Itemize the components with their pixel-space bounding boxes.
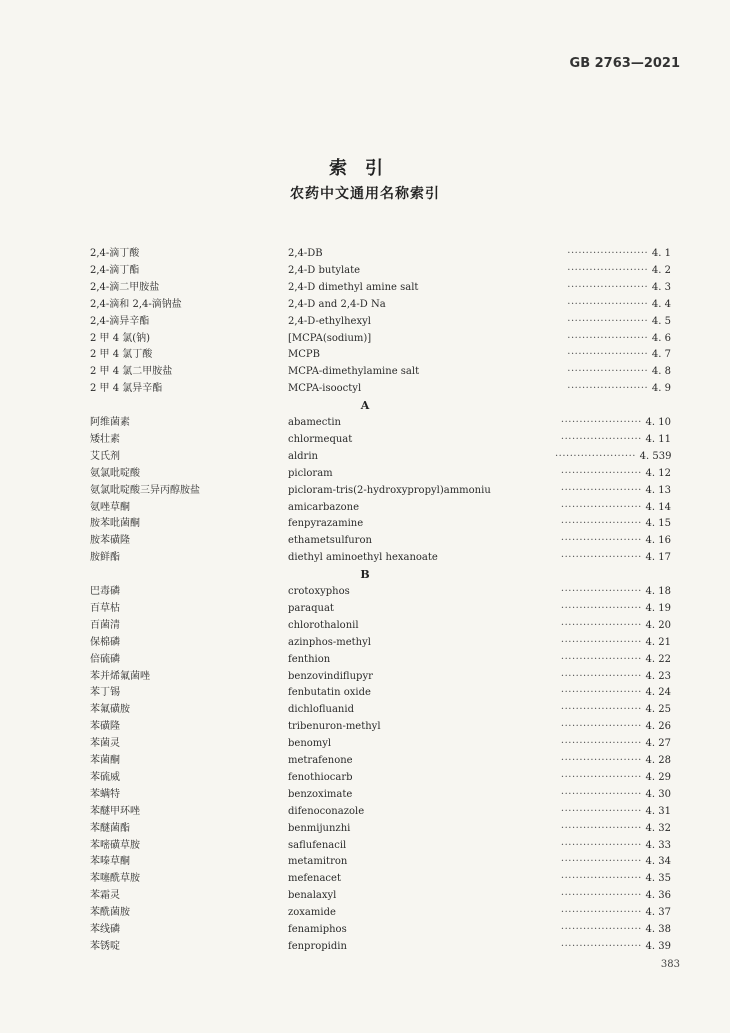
leader-dots: ······················ [555, 450, 640, 462]
leader-dots: ······················ [560, 856, 646, 868]
english-name: dichlofluanid [288, 704, 354, 716]
section-reference [555, 364, 671, 380]
index-row [0, 432, 730, 448]
page-subtitle: 农药中文通用名称索引 [290, 186, 440, 202]
reference-number: 4. 22 [645, 653, 671, 665]
section-reference [555, 787, 671, 803]
leader-dots: ······················ [560, 805, 646, 817]
chinese-name: 保棉磷 [90, 636, 120, 648]
english-name: 2,4-D-ethylhexyl [288, 315, 371, 327]
chinese-name: 苯霜灵 [90, 890, 120, 902]
english-name: chlormequat [288, 433, 353, 445]
page-title: 索引 [329, 158, 401, 179]
english-name: fenbutatin oxide [288, 687, 371, 699]
index-row [0, 347, 730, 363]
reference-number: 4. 4 [651, 298, 671, 310]
chinese-name: 苯嗪草酮 [90, 856, 130, 868]
section-reference [555, 466, 671, 482]
chinese-name: 2,4-滴丁酯 [90, 264, 140, 276]
leader-dots: ······················ [560, 940, 646, 952]
leader-dots: ······················ [560, 501, 646, 513]
leader-dots: ······················ [560, 552, 646, 564]
english-name: mefenacet [288, 873, 341, 885]
reference-number: 4. 34 [645, 856, 671, 868]
leader-dots: ······················ [567, 298, 652, 310]
index-row [0, 635, 730, 651]
reference-number: 4. 33 [645, 839, 671, 851]
chinese-name: 苯硫威 [90, 771, 120, 783]
chinese-name: 2,4-滴丁酸 [90, 248, 140, 259]
reference-number: 4. 539 [639, 450, 671, 462]
reference-number: 4. 21 [645, 636, 671, 648]
index-row [0, 618, 730, 634]
chinese-name: 阿维菌素 [90, 417, 130, 428]
index-row [0, 263, 730, 279]
english-name: tribenuron-methyl [288, 721, 381, 733]
reference-number: 4. 8 [651, 366, 671, 378]
index-row [0, 550, 730, 566]
section-reference [555, 584, 671, 600]
english-name: MCPB [288, 349, 320, 361]
index-row [0, 871, 730, 887]
reference-number: 4. 32 [645, 822, 671, 834]
index-row [0, 753, 730, 769]
section-reference [555, 939, 671, 955]
section-reference [555, 702, 671, 718]
english-name: saflufenacil [288, 839, 347, 851]
english-name: difenoconazole [288, 805, 365, 817]
english-name: 2,4-DB [288, 248, 323, 259]
english-name: MCPA-isooctyl [288, 383, 362, 395]
chinese-name: 苯并烯氟菌唑 [90, 670, 150, 682]
index-row [0, 685, 730, 701]
chinese-name: 2,4-滴和 2,4-滴钠盐 [90, 298, 182, 310]
english-name: fenpyrazamine [288, 518, 364, 530]
reference-number: 4. 16 [645, 535, 671, 547]
section-reference [555, 500, 671, 516]
leader-dots: ······················ [567, 248, 652, 259]
section-letter-a: A [360, 399, 370, 413]
leader-dots: ······················ [560, 873, 646, 885]
english-name: benmijunzhi [288, 822, 351, 834]
chinese-name: 苯螨特 [90, 788, 120, 800]
index-row [0, 500, 730, 516]
leader-dots: ······················ [560, 738, 646, 750]
section-reference [555, 483, 671, 499]
english-name: benomyl [288, 738, 332, 750]
section-reference [555, 533, 671, 549]
leader-dots: ······················ [567, 281, 652, 293]
reference-number: 4. 18 [645, 586, 671, 597]
chinese-name: 胺鲜酯 [90, 552, 120, 564]
leader-dots: ······················ [560, 687, 646, 699]
section-reference [555, 618, 671, 634]
chinese-name: 苯菌灵 [90, 738, 120, 750]
reference-number: 4. 29 [645, 771, 671, 783]
english-name: fenpropidin [288, 940, 347, 952]
leader-dots: ······················ [560, 467, 646, 479]
index-row [0, 787, 730, 803]
section-reference [555, 905, 671, 921]
english-name: benzoximate [288, 788, 353, 800]
reference-number: 4. 5 [651, 315, 671, 327]
chinese-name: 矮壮素 [90, 433, 120, 445]
section-reference [555, 314, 671, 330]
section-reference [555, 719, 671, 735]
english-name: picloram-tris(2-hydroxypropyl)ammoniu [288, 484, 491, 496]
chinese-name: 苯氟磺胺 [90, 704, 130, 716]
reference-number: 4. 13 [645, 484, 671, 496]
index-row [0, 702, 730, 718]
reference-number: 4. 10 [645, 417, 671, 428]
leader-dots: ······················ [567, 349, 652, 361]
leader-dots: ······················ [560, 890, 646, 902]
chinese-name: 苯丁锡 [90, 687, 120, 699]
chinese-name: 苯锈啶 [90, 940, 120, 952]
reference-number: 4. 2 [651, 264, 671, 276]
section-reference [555, 753, 671, 769]
section-reference [555, 550, 671, 566]
english-name: benalaxyl [288, 890, 337, 902]
english-name: aldrin [288, 450, 318, 462]
leader-dots: ······················ [560, 670, 646, 682]
index-row [0, 719, 730, 735]
reference-number: 4. 31 [645, 805, 671, 817]
leader-dots: ······················ [560, 518, 646, 530]
leader-dots: ······················ [567, 383, 652, 395]
leader-dots: ······················ [560, 653, 646, 665]
leader-dots: ······················ [560, 721, 646, 733]
leader-dots: ······················ [560, 771, 646, 783]
chinese-name: 倍硫磷 [90, 653, 120, 665]
index-row [0, 246, 730, 262]
reference-number: 4. 25 [645, 704, 671, 716]
index-row [0, 297, 730, 313]
index-row [0, 838, 730, 854]
section-reference [555, 601, 671, 617]
reference-number: 4. 35 [645, 873, 671, 885]
english-name: picloram [288, 467, 333, 479]
index-row [0, 888, 730, 904]
english-name: metamitron [288, 856, 348, 868]
index-row [0, 314, 730, 330]
chinese-name: 苯嘧磺草胺 [90, 839, 140, 851]
english-name: paraquat [288, 602, 334, 614]
chinese-name: 艾氏剂 [90, 450, 120, 462]
english-name: 2,4-D dimethyl amine salt [288, 281, 419, 293]
leader-dots: ······················ [567, 366, 652, 378]
chinese-name: 2 甲 4 氯丁酸 [90, 349, 153, 361]
index-row [0, 821, 730, 837]
reference-number: 4. 14 [645, 501, 671, 513]
english-name: benzovindiflupyr [288, 670, 373, 682]
section-reference [555, 854, 671, 870]
index-row [0, 652, 730, 668]
reference-number: 4. 7 [651, 349, 671, 361]
page-number: 383 [660, 959, 680, 970]
chinese-name: 苯菌酮 [90, 755, 120, 766]
section-reference [555, 804, 671, 820]
chinese-name: 2,4-滴异辛酯 [90, 315, 150, 327]
index-row [0, 804, 730, 820]
section-reference [555, 381, 671, 397]
reference-number: 4. 24 [645, 687, 671, 699]
chinese-name: 氨氯吡啶酸三异丙醇胺盐 [90, 484, 200, 496]
chinese-name: 胺苯吡菌酮 [90, 518, 140, 530]
section-reference [555, 347, 671, 363]
leader-dots: ······················ [560, 907, 646, 919]
section-reference [555, 669, 671, 685]
english-name: crotoxyphos [288, 586, 350, 597]
section-reference [555, 516, 671, 532]
chinese-name: 2 甲 4 氯异辛酯 [90, 383, 163, 395]
reference-number: 4. 36 [645, 890, 671, 902]
section-reference [555, 415, 671, 431]
section-reference [555, 297, 671, 313]
chinese-name: 苯醚菌酯 [90, 822, 130, 834]
leader-dots: ······················ [560, 484, 646, 496]
chinese-name: 氨唑草酮 [90, 501, 130, 513]
english-name: diethyl aminoethyl hexanoate [288, 552, 438, 564]
english-name: chlorothalonil [288, 619, 359, 631]
reference-number: 4. 39 [645, 940, 671, 952]
chinese-name: 苯醚甲环唑 [90, 805, 140, 817]
reference-number: 4. 11 [645, 433, 671, 445]
english-name: fenothiocarb [288, 771, 353, 783]
reference-number: 4. 17 [645, 552, 671, 564]
english-name: 2,4-D butylate [288, 264, 361, 276]
reference-number: 4. 15 [645, 518, 671, 530]
chinese-name: 苯线磷 [90, 924, 120, 935]
section-reference [555, 432, 671, 448]
index-row [0, 770, 730, 786]
section-reference [555, 838, 671, 854]
index-row [0, 905, 730, 921]
english-name: amicarbazone [288, 501, 359, 513]
section-reference [555, 331, 671, 347]
section-reference [555, 821, 671, 837]
chinese-name: 2,4-滴二甲胺盐 [90, 281, 160, 293]
chinese-name: 巴毒磷 [90, 586, 120, 597]
section-reference [555, 871, 671, 887]
reference-number: 4. 27 [645, 738, 671, 750]
chinese-name: 2 甲 4 氯二甲胺盐 [90, 366, 173, 378]
leader-dots: ······················ [560, 839, 646, 851]
english-name: 2,4-D and 2,4-D Na [288, 298, 386, 310]
english-name: metrafenone [288, 755, 353, 766]
english-name: azinphos-methyl [288, 636, 371, 648]
leader-dots: ······················ [560, 619, 646, 631]
leader-dots: ······················ [560, 822, 646, 834]
leader-dots: ······················ [560, 788, 646, 800]
leader-dots: ······················ [560, 755, 646, 766]
reference-number: 4. 9 [651, 383, 671, 395]
reference-number: 4. 1 [651, 248, 671, 259]
reference-number: 4. 26 [645, 721, 671, 733]
index-row [0, 584, 730, 600]
english-name: ethametsulfuron [288, 535, 372, 547]
chinese-name: 氨氯吡啶酸 [90, 467, 140, 479]
section-reference [555, 652, 671, 668]
chinese-name: 2 甲 4 氯(钠) [90, 332, 151, 344]
reference-number: 4. 37 [645, 907, 671, 919]
index-row [0, 669, 730, 685]
reference-number: 4. 28 [645, 755, 671, 766]
leader-dots: ······················ [567, 332, 652, 344]
english-name: zoxamide [288, 907, 336, 919]
leader-dots: ······················ [560, 704, 646, 716]
section-reference [555, 280, 671, 296]
reference-number: 4. 12 [645, 467, 671, 479]
section-reference [555, 922, 671, 938]
reference-number: 4. 19 [645, 602, 671, 614]
index-row [0, 331, 730, 347]
section-reference [555, 736, 671, 752]
section-reference [555, 263, 671, 279]
chinese-name: 胺苯磺隆 [90, 535, 130, 547]
index-row [0, 854, 730, 870]
leader-dots: ······················ [567, 264, 652, 276]
chinese-name: 苯噻酰草胺 [90, 873, 140, 885]
section-reference [555, 449, 671, 465]
reference-number: 4. 23 [645, 670, 671, 682]
section-letter-b: B [360, 568, 370, 582]
english-name: fenthion [288, 653, 331, 665]
english-name: MCPA-dimethylamine salt [288, 366, 420, 378]
section-reference [555, 246, 671, 262]
chinese-name: 苯酰菌胺 [90, 907, 130, 919]
leader-dots: ······················ [560, 602, 646, 614]
index-row [0, 601, 730, 617]
section-reference [555, 685, 671, 701]
index-row [0, 483, 730, 499]
leader-dots: ······················ [560, 535, 646, 547]
leader-dots: ······················ [560, 924, 646, 935]
index-row [0, 939, 730, 955]
section-reference [555, 888, 671, 904]
chinese-name: 苯磺隆 [90, 721, 120, 733]
standard-code: GB 2763—2021 [569, 56, 680, 71]
english-name: abamectin [288, 417, 341, 428]
reference-number: 4. 30 [645, 788, 671, 800]
leader-dots: ······················ [560, 636, 646, 648]
index-row [0, 280, 730, 296]
index-row [0, 516, 730, 532]
leader-dots: ······················ [560, 417, 646, 428]
chinese-name: 百草枯 [90, 602, 120, 614]
index-row [0, 415, 730, 431]
leader-dots: ······················ [567, 315, 652, 327]
chinese-name: 百菌清 [90, 619, 120, 631]
section-reference [555, 635, 671, 651]
reference-number: 4. 20 [645, 619, 671, 631]
reference-number: 4. 6 [651, 332, 671, 344]
english-name: fenamiphos [288, 924, 347, 935]
reference-number: 4. 38 [645, 924, 671, 935]
index-row [0, 449, 730, 465]
reference-number: 4. 3 [651, 281, 671, 293]
index-row [0, 381, 730, 397]
index-row [0, 922, 730, 938]
section-reference [555, 770, 671, 786]
english-name: [MCPA(sodium)] [288, 332, 372, 344]
leader-dots: ······················ [560, 433, 646, 445]
index-row [0, 736, 730, 752]
index-row [0, 533, 730, 549]
index-row [0, 364, 730, 380]
leader-dots: ······················ [560, 586, 646, 597]
index-row [0, 466, 730, 482]
